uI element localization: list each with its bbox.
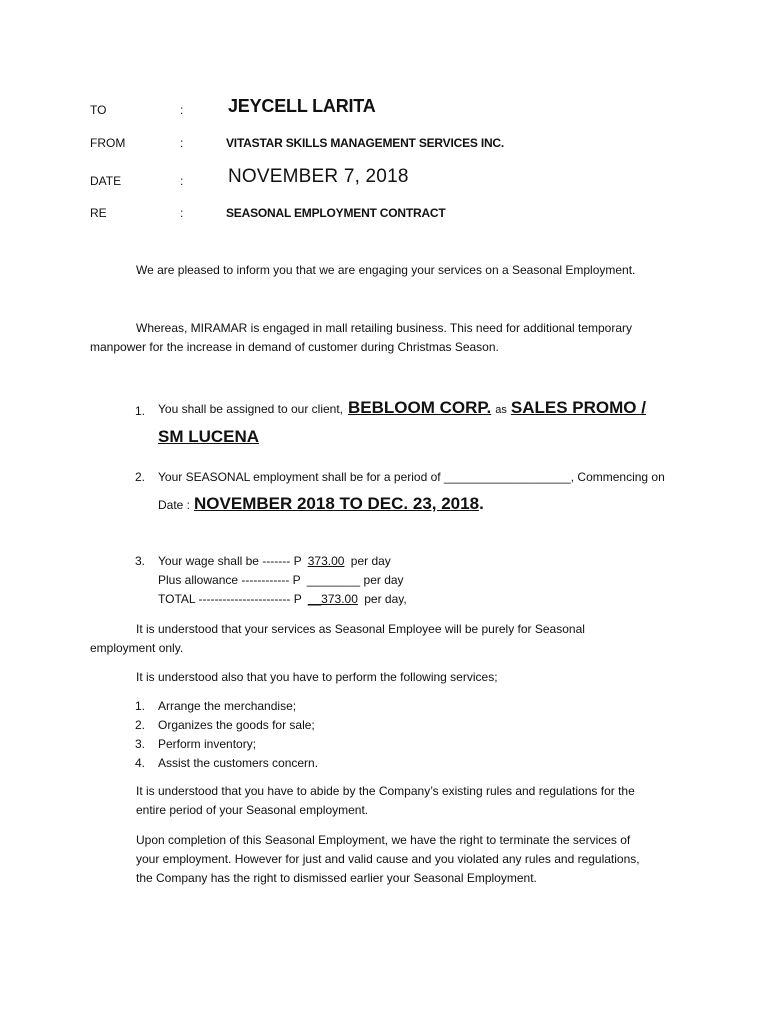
item-2-text: Your SEASONAL employment shall be for a period of ___________________, Commencing on [158, 470, 665, 484]
list-item-text: Organizes the goods for sale; [158, 718, 315, 732]
wage-value: 373.00 [307, 554, 345, 568]
completion-line-2: your employment. However for just and valid cause and you violated any rules and regulations, [136, 852, 640, 866]
wage-row [158, 554, 391, 568]
list-item [135, 697, 318, 716]
list-item-number: 3. [135, 737, 146, 751]
re-label: RE [90, 206, 107, 220]
to-label: TO [90, 103, 107, 117]
rules-line-1: It is understood that you have to abide by the Company’s existing rules and regulations for the [136, 784, 635, 798]
completion-line-3: the Company has the right to dismissed earlier your Seasonal Employment. [136, 871, 537, 885]
completion-line-1: Upon completion of this Seasonal Employment, we have the right to terminate the services of [136, 833, 631, 847]
position-line-2: SM LUCENA [158, 427, 260, 446]
from-colon: : [180, 136, 184, 150]
understood-line-1: It is understood that your services as Seasonal Employee will be purely for Seasonal [136, 622, 585, 636]
list-item-text: Perform inventory; [158, 737, 257, 751]
item-2-date-label: Date : [158, 498, 191, 512]
wage-unit: per day [350, 554, 391, 568]
re-value: SEASONAL EMPLOYMENT CONTRACT [226, 206, 446, 220]
list-item-number: 2. [135, 718, 146, 732]
wage-label: Your wage shall be ------- P [158, 554, 302, 568]
item-1-prefix: You shall be assigned to our client, [158, 402, 344, 416]
list-item-number: 4. [135, 756, 146, 770]
services-list [135, 697, 318, 773]
to-colon: : [180, 103, 184, 117]
understood-line-2: employment only. [90, 641, 184, 655]
total-unit: per day, [364, 592, 407, 606]
allowance-value: ________ [306, 573, 361, 587]
position-line-1: SALES PROMO / [510, 398, 646, 417]
employment-period: NOVEMBER 2018 TO DEC. 23, 2018 [194, 494, 480, 513]
list-item-text: Assist the customers concern. [158, 756, 319, 770]
total-label: TOTAL ----------------------- P [158, 592, 302, 606]
item-1-as: as [495, 404, 507, 416]
total-row [158, 592, 407, 606]
list-item-text: Arrange the merchandise; [158, 699, 297, 713]
understood-services-paragraph: It is understood also that you have to perform the following services; [136, 670, 498, 684]
re-colon: : [180, 206, 184, 220]
from-value: VITASTAR SKILLS MANAGEMENT SERVICES INC. [226, 136, 505, 150]
list-item-number: 1. [135, 699, 146, 713]
from-label: FROM [90, 136, 126, 150]
item-3-number: 3. [135, 554, 146, 568]
whereas-line-2: manpower for the increase in demand of customer during Christmas Season. [90, 340, 499, 354]
to-value: JEYCELL LARITA [228, 96, 376, 116]
date-value: NOVEMBER 7, 2018 [228, 166, 409, 187]
list-item [135, 735, 318, 754]
total-value: __373.00 [307, 592, 358, 606]
client-name: BEBLOOM CORP. [348, 398, 492, 417]
date-label: DATE [90, 174, 122, 188]
list-item [135, 754, 318, 773]
list-item [135, 716, 318, 735]
intro-paragraph: We are pleased to inform you that we are engaging your services on a Seasonal Employment. [136, 263, 636, 277]
allowance-unit: per day [363, 573, 404, 587]
item-2-number: 2. [135, 470, 146, 484]
allowance-label: Plus allowance ------------ P [158, 573, 301, 587]
item-1-number: 1. [135, 404, 146, 418]
date-colon: : [180, 174, 184, 188]
allowance-row [158, 573, 404, 587]
rules-line-2: entire period of your Seasonal employment. [136, 803, 369, 817]
whereas-line-1: Whereas, MIRAMAR is engaged in mall retailing business. This need for additional temporary [136, 321, 633, 335]
item-2-date-end: . [479, 494, 484, 513]
